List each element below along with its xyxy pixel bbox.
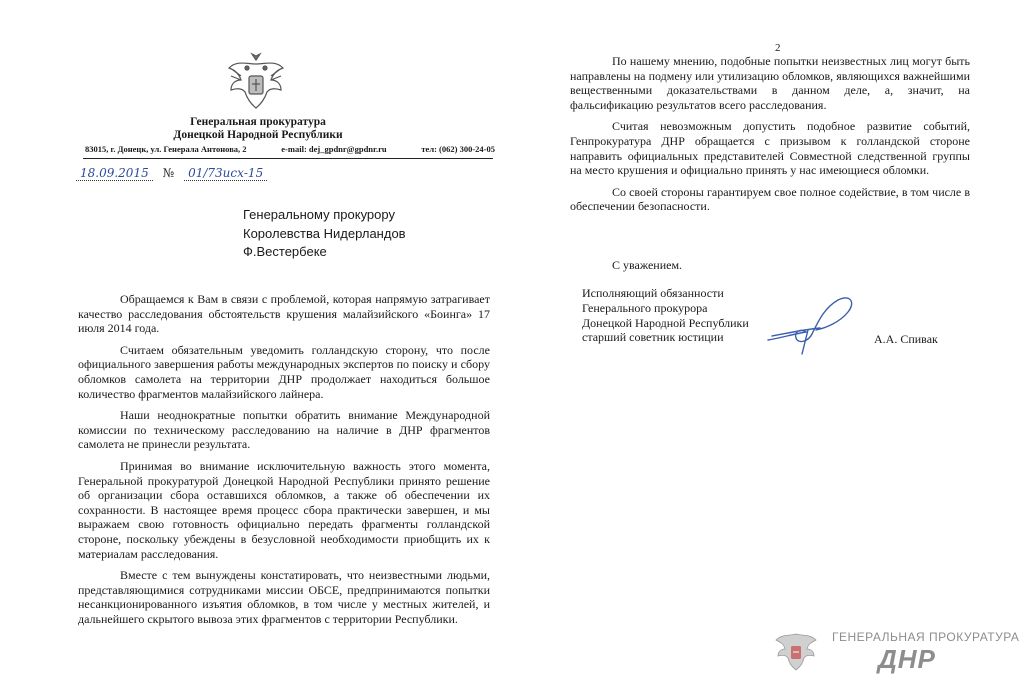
watermark-line-1: ГЕНЕРАЛЬНАЯ ПРОКУРАТУРА <box>832 630 1019 644</box>
watermark-line-2: ДНР <box>878 644 936 674</box>
organization-name <box>138 116 378 142</box>
signatory-title-line: Донецкой Народной Республики <box>582 315 749 330</box>
addressee-block <box>243 206 406 262</box>
email-text: e-mail: dej_gpdnr@gpdnr.ru <box>281 144 387 154</box>
letter-body <box>78 292 490 633</box>
registration-line <box>76 166 267 181</box>
signatory-title-line: Генерального прокурора <box>582 300 708 315</box>
address-text: 83015, г. Донецк, ул. Генерала Антонова, 2 <box>85 144 247 154</box>
paragraph: Со своей стороны гарантируем свое полное содействие, в том числе в обеспечении безопасности. <box>570 184 970 214</box>
org-line-2: Донецкой Народной Республики <box>173 129 343 141</box>
letterhead-contacts <box>85 144 495 154</box>
number-label: № <box>162 166 175 180</box>
paragraph: Считая невозможным допустить подобное развитие событий, Генпрокуратура ДНР обращается с призывом к голландской стороне направить официальных представителей Совместной следственной группы на место крушения и официально принять у нас имеющиеся обломки. <box>570 119 970 178</box>
letter-page-1 <box>58 26 498 666</box>
signatory-title <box>582 286 749 345</box>
signatory-title-line: старший советник юстиции <box>582 330 724 345</box>
registration-date: 18.09.2015 <box>76 166 153 181</box>
letter-body-continued <box>570 54 970 221</box>
letterhead-divider <box>83 158 493 159</box>
org-line-1: Генеральная прокуратура <box>190 116 326 128</box>
addressee-line-1: Генеральному прокурору <box>243 207 395 222</box>
phone-text: тел: (062) 300-24-05 <box>421 144 495 154</box>
signatory-title-line: Исполняющий обязанности <box>582 286 724 300</box>
paragraph: Вместе с тем вынуждены констатировать, что неизвестными людьми, представляющимися сотрудниками миссии ОБСЕ, предпринимаются попытки несанкционированного изъятия обломков, в том числе у местных жителей, и дальнейшего скрытого вывоза этих фрагментов с территории Республики. <box>78 568 490 626</box>
paragraph: Считаем обязательным уведомить голландскую сторону, что после официального завершения работы международных экспертов по поиску и сбору обломков самолета на территории ДНР продолжает находиться большое количество фрагментов малайзийского лайнера. <box>78 342 490 401</box>
paragraph: По нашему мнению, подобные попытки неизвестных лиц могут быть направлены на подмену или утилизацию обломков, являющихся важнейшими вещественными доказательствами в данном деле, а, значит, на фальсификацию результатов всего расследования. <box>570 54 970 112</box>
watermark-logo <box>774 626 1019 674</box>
paragraph: Обращаемся к Вам в связи с проблемой, которая напрямую затрагивает качество расследования обстоятельств крушения малайзийского «Боинга» 17 июля 2014 года. <box>78 292 490 336</box>
paragraph: Принимая во внимание исключительную важность этого момента, Генеральной прокуратурой Донецкой Народной Республики принято решение об организации сбора оставшихся обломков, а также об обеспечении их сохранности. В настоящее время процесс сбора практически завершен, и мы выражаем свою готовность официально передать фрагменты голландской стороне, поскольку убеждены в безусловной необходимости приобщить их к материалам расследования. <box>78 458 490 561</box>
signer-name: А.А. Спивак <box>874 332 938 346</box>
addressee-line-2: Королевства Нидерландов <box>243 225 406 241</box>
eagle-watermark-icon <box>774 628 818 672</box>
addressee-line-3: Ф.Вестербеке <box>243 244 327 259</box>
registration-number: 01/73исх-15 <box>184 166 267 181</box>
closing-regards: С уважением. <box>612 258 683 272</box>
paragraph: Наши неоднократные попытки обратить внимание Международной комиссии по техническому расследованию на наличие в ДНР фрагментов самолета не принесли результата. <box>78 408 490 452</box>
handwritten-signature <box>760 288 870 358</box>
eagle-emblem-icon <box>225 50 287 112</box>
page-number: 2 <box>775 42 781 54</box>
